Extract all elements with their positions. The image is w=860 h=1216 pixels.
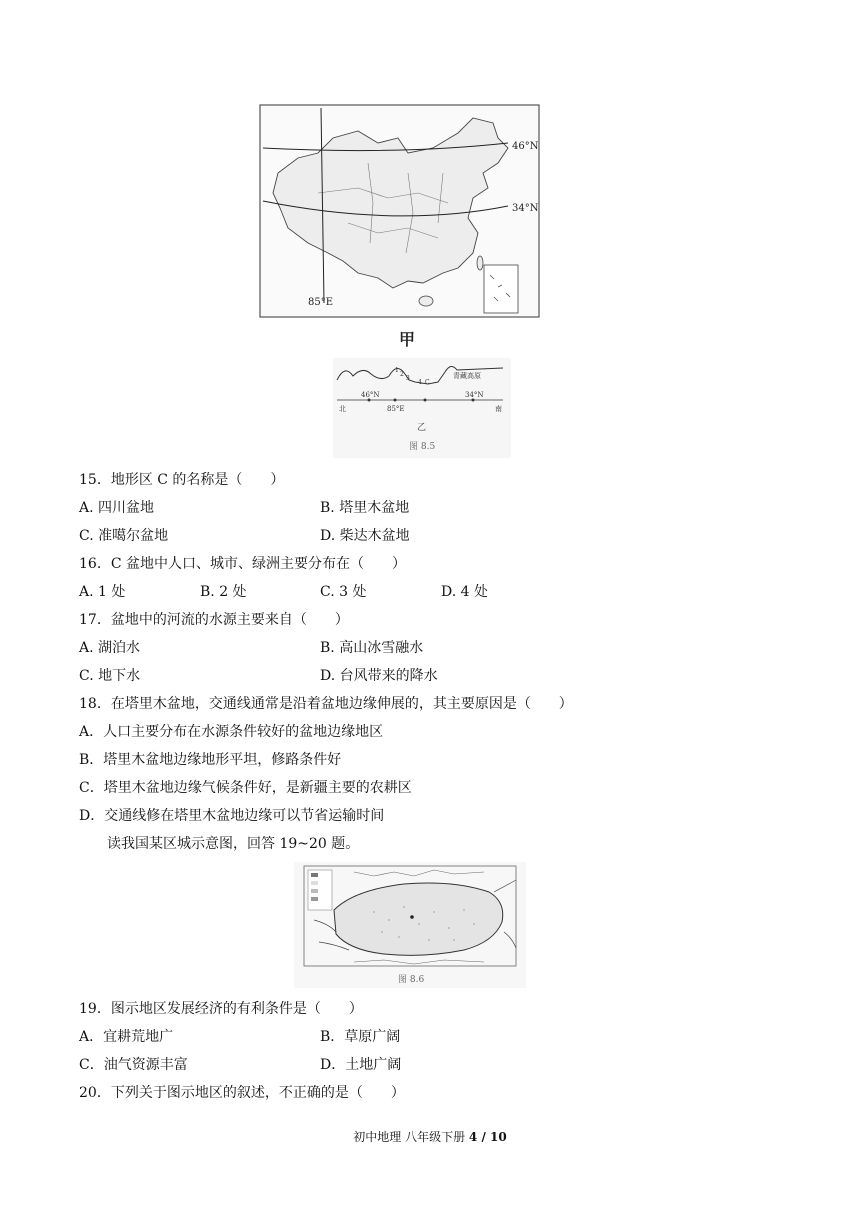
q17-option-c: C. 地下水	[79, 668, 141, 684]
axis-34n: 34°N	[465, 391, 484, 399]
q15-stem: 15．地形区 C 的名称是（ ）	[79, 472, 285, 488]
profile-svg	[333, 358, 511, 458]
q15-option-b: B. 塔里木盆地	[320, 500, 410, 516]
q17-stem: 17．盆地中的河流的水源主要来自（ ）	[79, 612, 349, 628]
q17-option-d: D. 台风带来的降水	[320, 668, 438, 684]
figure-jia-caption: 甲	[399, 330, 416, 349]
axis-85e: 85°E	[387, 405, 405, 413]
q19-option-a: A．宜耕荒地广	[79, 1029, 174, 1045]
lat-34n-label: 34°N	[512, 203, 539, 214]
lon-85e-label: 85°E	[308, 297, 334, 308]
axis-46n: 46°N	[361, 391, 380, 399]
q16-option-d: D. 4 处	[441, 584, 488, 600]
q16-option-a: A. 1 处	[79, 584, 126, 600]
q18-option-b: B．塔里木盆地边缘地形平坦，修路条件好	[79, 752, 342, 768]
profile-mark-3: 3	[406, 375, 410, 382]
qingzang-label: 青藏高原	[453, 372, 481, 380]
q18-option-c: C．塔里木盆地边缘气候条件好，是新疆主要的农耕区	[79, 780, 412, 796]
q19-option-c: C．油气资源丰富	[79, 1057, 188, 1073]
page-number: 4 / 10	[468, 1130, 507, 1144]
figure-jia-map	[258, 103, 541, 355]
q15-option-a: A. 四川盆地	[79, 500, 155, 516]
profile-mark-1: 1	[395, 367, 399, 374]
q18-option-d: D．交通线修在塔里木盆地边缘可以节省运输时间	[79, 808, 385, 824]
q18-stem: 18．在塔里木盆地，交通线通常是沿着盆地边缘伸展的，其主要原因是（ ）	[79, 696, 573, 712]
profile-mark-2: 2	[400, 371, 404, 378]
axis-north: 北	[339, 405, 346, 413]
profile-mark-c: C	[425, 379, 430, 386]
q16-stem: 16．C 盆地中人口、城市、绿洲主要分布在（ ）	[79, 556, 406, 572]
figure-8-5-number: 图 8.5	[409, 442, 436, 452]
q15-option-c: C. 准噶尔盆地	[79, 528, 169, 544]
q19-option-b: B．草原广阔	[320, 1029, 401, 1045]
figure-8-6-map	[294, 862, 526, 988]
q15-option-d: D. 柴达木盆地	[320, 528, 410, 544]
footer-text: 初中地理 八年级下册	[353, 1130, 466, 1144]
q19-option-d: D．土地广阔	[320, 1057, 402, 1073]
q16-option-b: B. 2 处	[200, 584, 247, 600]
intro-19-20: 读我国某区城示意图，回答 19~20 题。	[107, 836, 360, 852]
region-map-svg	[294, 862, 526, 988]
q19-stem: 19．图示地区发展经济的有利条件是（ ）	[79, 1001, 363, 1017]
q16-option-c: C. 3 处	[320, 584, 367, 600]
axis-south: 南	[495, 405, 502, 413]
q17-option-b: B. 高山冰雪融水	[320, 640, 424, 656]
q20-stem: 20．下列关于图示地区的叙述，不正确的是（ ）	[79, 1085, 405, 1101]
figure-yi-caption: 乙	[417, 423, 427, 433]
figure-8-6-caption: 图 8.6	[398, 975, 425, 985]
lat-46n-label: 46°N	[512, 141, 539, 152]
china-map-svg	[258, 103, 541, 355]
q17-option-a: A. 湖泊水	[79, 640, 141, 656]
figure-yi-profile	[333, 358, 511, 458]
profile-mark-4: 4	[418, 379, 422, 386]
q18-option-a: A．人口主要分布在水源条件较好的盆地边缘地区	[79, 724, 384, 740]
page-footer	[0, 1128, 860, 1145]
